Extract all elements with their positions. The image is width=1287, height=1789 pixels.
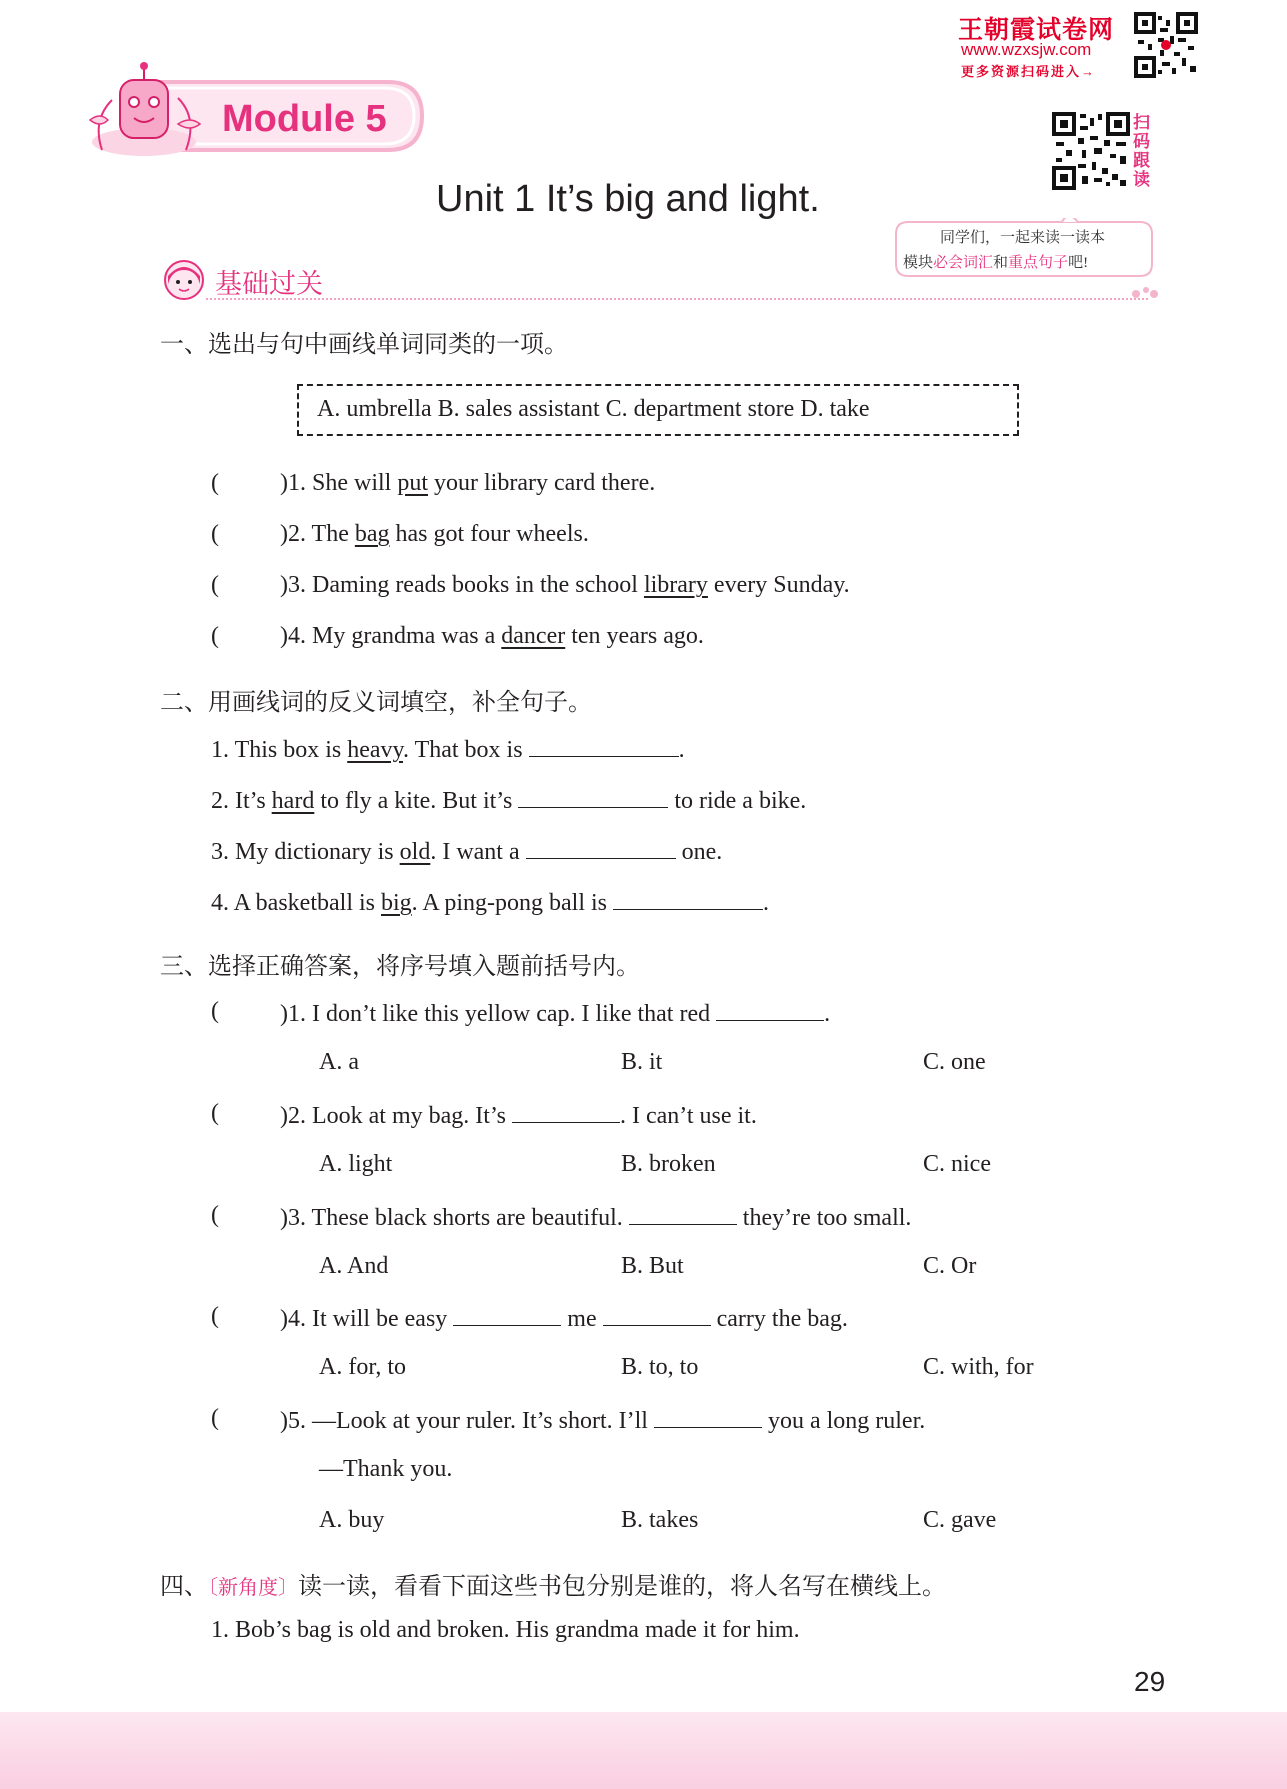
section-divider — [206, 298, 1148, 300]
part3-q4-opt-a[interactable]: A. for, to — [319, 1354, 407, 1380]
part3-q2-opt-a[interactable]: A. light — [319, 1151, 393, 1177]
part3-q4-opt-c[interactable]: C. with, for — [923, 1354, 1034, 1380]
part4-item1: 1. Bob’s bag is old and broken. His grandma made it for him. — [211, 1617, 800, 1643]
brand-name: 王朝霞试卷网 — [958, 16, 1115, 44]
girl-avatar-icon — [160, 258, 208, 302]
part1-heading: 一、选出与句中画线单词同类的一项。 — [160, 331, 568, 358]
part3-q3: )3. These black shorts are beautiful. they’re too small. — [280, 1202, 911, 1232]
part1-q1: )1. She will put your library card there. — [280, 470, 656, 496]
dots-ornament-icon — [1130, 284, 1160, 304]
bubble-line-2: 模块必会词汇和重点句子吧! — [903, 255, 1089, 271]
part3-q4-opt-b[interactable]: B. to, to — [621, 1354, 699, 1380]
section-title: 基础过关 — [215, 269, 323, 299]
page-number: 29 — [1134, 1666, 1166, 1697]
unit-title: Unit 1 It’s big and light. — [436, 178, 820, 220]
answer-blank[interactable] — [603, 1303, 711, 1326]
new-angle-tag: 〔新角度〕 — [208, 1577, 298, 1599]
part3-q2-opt-b[interactable]: B. broken — [621, 1151, 716, 1177]
part3-q2-opt-c[interactable]: C. nice — [923, 1151, 991, 1177]
answer-blank[interactable] — [518, 785, 668, 808]
part2-q3: 3. My dictionary is old. I want a one. — [211, 836, 722, 866]
part3-q4-paren: ( — [211, 1303, 219, 1329]
part1-q3-paren: ( — [211, 572, 219, 598]
answer-blank[interactable] — [654, 1405, 762, 1428]
answer-blank[interactable] — [629, 1202, 737, 1225]
cartoon-robot-icon — [82, 60, 210, 162]
part2-heading: 二、用画线词的反义词填空，补全句子。 — [160, 689, 592, 716]
part4-heading: 四、〔新角度〕读一读，看看下面这些书包分别是谁的，将人名写在横线上。 — [160, 1573, 946, 1600]
part1-q4-paren: ( — [211, 623, 219, 649]
word-box-options: A. umbrella B. sales assistant C. department store D. take — [317, 396, 870, 422]
part1-q4: )4. My grandma was a dancer ten years ago. — [280, 623, 704, 649]
part3-q3-opt-c[interactable]: C. Or — [923, 1253, 977, 1279]
part2-q1: 1. This box is heavy. That box is . — [211, 734, 685, 764]
part3-q1-opt-c[interactable]: C. one — [923, 1049, 986, 1075]
part3-q2: )2. Look at my bag. It’s . I can’t use it. — [280, 1100, 757, 1130]
bubble-line-1: 同学们，一起来读一读本 — [940, 230, 1106, 246]
part3-q5-reply: —Thank you. — [319, 1456, 453, 1482]
part3-q5-opt-b[interactable]: B. takes — [621, 1507, 699, 1533]
part3-q3-paren: ( — [211, 1202, 219, 1228]
part3-q1-opt-b[interactable]: B. it — [621, 1049, 663, 1075]
brand-url[interactable]: www.wzxsjw.com — [961, 40, 1092, 59]
part3-q4: )4. It will be easy me carry the bag. — [280, 1303, 848, 1333]
part3-q3-opt-b[interactable]: B. But — [621, 1253, 684, 1279]
more-resources-link[interactable]: 更多资源扫码进入→ — [961, 64, 1097, 79]
module-title: Module 5 — [222, 98, 387, 140]
part2-q4: 4. A basketball is big. A ping-pong ball is . — [211, 887, 769, 917]
part3-q2-paren: ( — [211, 1100, 219, 1126]
answer-blank[interactable] — [526, 836, 676, 859]
part3-q1-paren: ( — [211, 998, 219, 1024]
part3-q1: )1. I don’t like this yellow cap. I like that red . — [280, 998, 830, 1028]
qr-code-icon[interactable] — [1134, 12, 1198, 78]
scan-read-along-label: 扫码跟读 — [1133, 113, 1150, 189]
part2-q2: 2. It’s hard to fly a kite. But it’s to ride a bike. — [211, 785, 806, 815]
part1-q1-paren: ( — [211, 470, 219, 496]
part1-q3: )3. Daming reads books in the school library every Sunday. — [280, 572, 850, 598]
part3-q1-opt-a[interactable]: A. a — [319, 1049, 359, 1075]
part3-q5-opt-a[interactable]: A. buy — [319, 1507, 385, 1533]
part3-q5: )5. —Look at your ruler. It’s short. I’ll you a long ruler. — [280, 1405, 925, 1435]
part3-q3-opt-a[interactable]: A. And — [319, 1253, 389, 1279]
part3-q5-opt-c[interactable]: C. gave — [923, 1507, 997, 1533]
answer-blank[interactable] — [716, 998, 824, 1021]
part3-q5-paren: ( — [211, 1405, 219, 1431]
part1-q2: )2. The bag has got four wheels. — [280, 521, 589, 547]
answer-blank[interactable] — [512, 1100, 620, 1123]
part1-q2-paren: ( — [211, 521, 219, 547]
answer-blank[interactable] — [529, 734, 679, 757]
answer-blank[interactable] — [453, 1303, 561, 1326]
part3-heading: 三、选择正确答案，将序号填入题前括号内。 — [160, 953, 640, 980]
answer-blank[interactable] — [613, 887, 763, 910]
footer-band — [0, 1712, 1287, 1789]
qr-code-read-along-icon[interactable] — [1052, 112, 1130, 190]
